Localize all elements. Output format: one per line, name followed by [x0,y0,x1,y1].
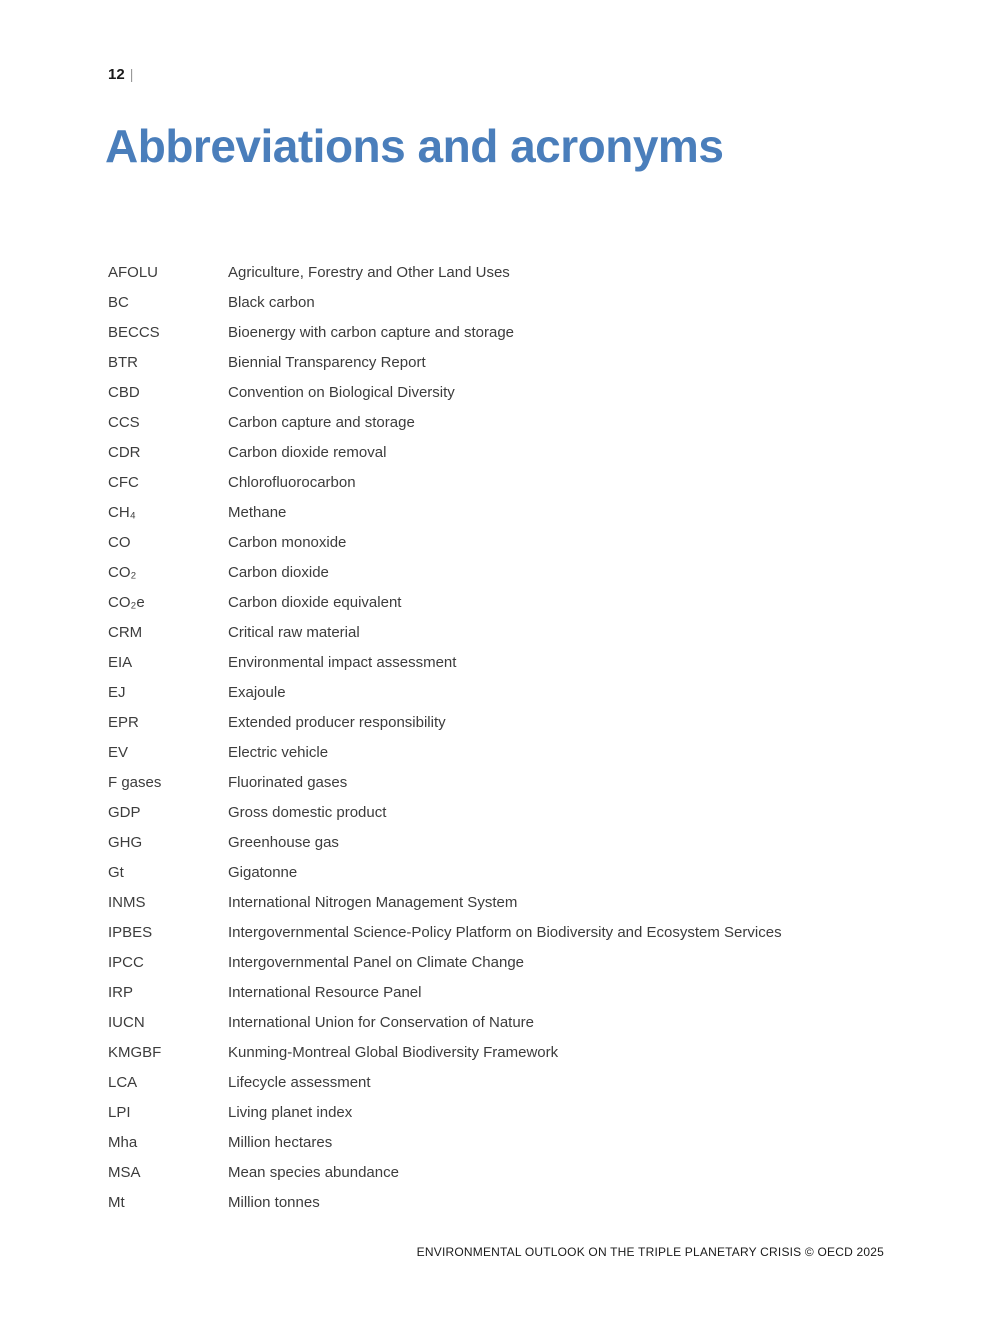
abbr-term: GDP [108,803,141,821]
abbr-definition: Intergovernmental Panel on Climate Change [228,953,525,971]
abbr-definition: International Resource Panel [228,983,422,1001]
abbr-term: EV [108,743,129,761]
list-item [108,527,884,557]
list-item [108,1037,884,1067]
list-item [108,797,884,827]
abbr-definition: Carbon dioxide equivalent [228,593,402,611]
list-item [108,257,884,287]
abbr-term: LPI [108,1103,131,1121]
list-item [108,857,884,887]
abbr-definition: Carbon dioxide [228,563,329,581]
abbreviation-list [108,257,884,1217]
abbr-definition: Lifecycle assessment [228,1073,371,1091]
list-item [108,407,884,437]
abbr-definition: Electric vehicle [228,743,329,761]
list-item [108,377,884,407]
abbr-definition: Black carbon [228,293,315,311]
abbr-definition: International Union for Conservation of Nature [228,1013,535,1031]
list-item [108,497,884,527]
abbr-definition: Mean species abundance [228,1163,399,1181]
abbr-definition: Biennial Transparency Report [228,353,426,371]
abbr-definition: Carbon dioxide removal [228,443,387,461]
abbr-term: EIA [108,653,133,671]
list-item [108,827,884,857]
abbr-definition: Methane [228,503,287,521]
list-item [108,437,884,467]
abbr-definition: Greenhouse gas [228,833,339,851]
abbr-term: CH₄ [108,503,136,521]
list-item [108,887,884,917]
abbr-term: EJ [108,683,126,701]
list-item [108,347,884,377]
abbr-definition: Convention on Biological Diversity [228,383,455,401]
abbr-term: CCS [108,413,140,431]
abbr-term: CO₂ [108,563,137,581]
abbr-definition: Fluorinated gases [228,773,348,791]
abbr-term: EPR [108,713,139,731]
abbr-definition: Gross domestic product [228,803,387,821]
list-item [108,977,884,1007]
list-item [108,677,884,707]
page-header [108,66,133,83]
list-item [108,317,884,347]
abbr-term: IPBES [108,923,153,941]
abbr-term: LCA [108,1073,138,1091]
abbr-term: Mha [108,1133,138,1151]
abbr-term: BECCS [108,323,160,341]
list-item [108,947,884,977]
abbr-definition: Living planet index [228,1103,353,1121]
abbr-definition: Extended producer responsibility [228,713,446,731]
abbr-term: F gases [108,773,162,791]
list-item [108,1187,884,1217]
abbr-term: IRP [108,983,134,1001]
abbr-term: AFOLU [108,263,159,281]
abbr-term: CRM [108,623,143,641]
list-item [108,617,884,647]
abbr-term: IPCC [108,953,144,971]
abbr-definition: Intergovernmental Science-Policy Platform on Biodiversity and Ecosystem Services [228,923,782,941]
abbr-term: KMGBF [108,1043,162,1061]
abbr-definition: Environmental impact assessment [228,653,457,671]
abbr-term: CO₂e [108,593,145,611]
page-number: 12 [108,66,125,83]
list-item [108,707,884,737]
abbr-definition: Kunming-Montreal Global Biodiversity Framework [228,1043,559,1061]
abbr-definition: Critical raw material [228,623,360,641]
list-item [108,557,884,587]
list-item [108,467,884,497]
abbr-definition: International Nitrogen Management System [228,893,518,911]
footer-text: ENVIRONMENTAL OUTLOOK ON THE TRIPLE PLANETARY CRISIS © OECD 2025 [416,1245,884,1259]
list-item [108,1097,884,1127]
abbr-term: CFC [108,473,139,491]
list-item [108,1157,884,1187]
abbr-definition: Chlorofluorocarbon [228,473,356,491]
abbr-definition: Bioenergy with carbon capture and storage [228,323,515,341]
abbr-term: CBD [108,383,140,401]
abbr-term: CO [108,533,131,551]
abbr-definition: Million tonnes [228,1193,320,1211]
abbr-term: INMS [108,893,146,911]
page-title: Abbreviations and acronyms [105,120,724,172]
page-number-separator: | [129,66,134,82]
abbr-term: Gt [108,863,124,881]
list-item [108,1007,884,1037]
abbr-term: BC [108,293,129,311]
abbr-term: IUCN [108,1013,145,1031]
abbr-definition: Exajoule [228,683,286,701]
abbr-term: BTR [108,353,138,371]
abbr-term: MSA [108,1163,141,1181]
abbr-term: GHG [108,833,143,851]
list-item [108,587,884,617]
abbr-term: CDR [108,443,141,461]
abbr-definition: Carbon capture and storage [228,413,415,431]
abbr-term: Mt [108,1193,125,1211]
abbr-definition: Million hectares [228,1133,333,1151]
abbr-definition: Carbon monoxide [228,533,347,551]
list-item [108,767,884,797]
list-item [108,1067,884,1097]
abbr-definition: Gigatonne [228,863,298,881]
list-item [108,1127,884,1157]
list-item [108,917,884,947]
list-item [108,287,884,317]
list-item [108,647,884,677]
abbr-definition: Agriculture, Forestry and Other Land Uses [228,263,510,281]
list-item [108,737,884,767]
